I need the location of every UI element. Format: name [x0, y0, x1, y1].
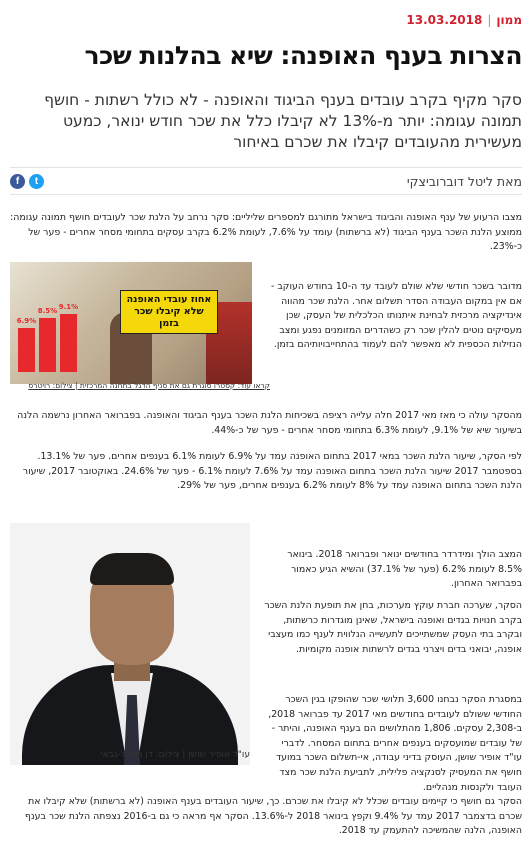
bar-3-label: 9.1% [58, 303, 79, 311]
meta-separator: | [487, 13, 492, 27]
image-banner: אחוז עובדי האופנה שלא קיבלו שכר בזמן [120, 290, 218, 334]
article-paragraph-5: המצב הולך ומידרדר בחודשים ינואר ופברואר 2018. בינואר 8.5% לעומת 6.2% (פער של 37.1%) והשיא הגיע כאמור בפברואר האחרון. [287, 549, 522, 590]
publish-date: 13.03.2018 [406, 13, 483, 27]
bar-2 [37, 307, 58, 372]
bar-1-label: 6.9% [16, 317, 37, 325]
twitter-icon[interactable]: t [29, 174, 44, 189]
facebook-icon[interactable]: f [10, 174, 25, 189]
article-subtitle: סקר מקיף בקרב עובדים בענף הביגוד והאופנה - לא כולל רשתות - חושף תמונה עגומה: יותר מ-13% לא קיבלו כלל את שכר חודש ינואר, כמעט מעשירית מהעובדים קיבלו את שכרם באיחור [44, 91, 522, 151]
photo-caption: עו"ד אופיר שושן | צילום: דן רפאל-נבאי [100, 750, 250, 760]
hair [90, 553, 174, 585]
bar-2-label: 8.5% [37, 307, 58, 315]
article-meta-line [10, 12, 522, 28]
article-paragraph-3: מהסקר עולה כי מאז מאי 2017 חלה עלייה רציפה בשכיחות הלנת השכר בענף הביגוד והאופנה. בפברואר האחרון נרשמה הלנה בשיעור שיא של 9.1%, לעומת 6.3% בתחומי מסחר אחרים - פער של כ-44%. [17, 410, 522, 436]
article-paragraph-1: מצבו הרעוע של ענף האופנה והביגוד בישראל מתורגם למספרים שליליים: סקר נרחב על הלנת שכר לעובדים חושף תמונה עגומה: ממוצע הלנת השכר בענף הביגוד (לא ברשתות) עומד על 7.6%, לעומת 6.2% בקרב עסקים בתחומי מסחר אחרים - פער של כ-23%. [10, 212, 522, 253]
article-paragraph-6: הסקר, שערכה חברת עוקץ מערכות, בחן את תופעת הלנת השכר בקרב חנויות בגדים ואופנה בישראל, שאינן מוגדרות כרשתות, ובקרב בתי העסק שמשתייכים לתעשייה הנלווית לענף כמו מעצבי אופנה, יבואני בדים ויצרני בגדים לרשתות אופנה מקומיות. [264, 600, 522, 655]
lawyer-photo[interactable] [10, 523, 250, 765]
mini-bar-chart [18, 298, 84, 372]
section-label[interactable]: ממון [496, 13, 522, 27]
article-paragraph-7: במסגרת הסקר נבחנו 3,600 תלושי שכר שהופקו בגין השכר החודשי ששולם לעובדים בחודשים מאי 2017 עד פברואר 2018, ב-2,308 עסקים. 1,806 מהתלושים הם בענף האופנה, והיתר - של עובדים שמועסקים בענפים אחרים בתחום המסחר. לדברי עו"ד אופיר שושן, העוסק בדיני עבודה, אי-תשלום השכר במועד חושף את המעסיק לסנקציה פלילית, לתביעת הלנת שכר מצד העובד ולקנסות מנהליים. [268, 694, 522, 793]
article-paragraph-8: הסקר גם חושף כי קיימים עובדים שכלל לא קיבלו את שכרם. כך, שיעור העובדים בענף האופנה (לא ברשתות) שלא קיבלו את שכרם בדצמבר 2017 עמד על 9.4% וקפץ בינואר 2018 ל-13.6%. הסקר אף מראה כי גם ב-2016 נצפתה הלנת שכר בענף האופנה, הלנה שהמשיכה להתעמק עד 2018. [24, 796, 522, 837]
author-bar [10, 167, 522, 195]
article-image-chart[interactable] [10, 262, 252, 384]
article-paragraph-4: לפי הסקר, שיעור הלנת השכר במאי 2017 בתחום האופנה עמד על 6.9% לעומת 6.1% בענפים אחרים. פער של 13.1%. בספטמבר 2017 שיעור הלנת השכר בתחום האופנה עמד על 7.6% לעומת 6.1% - פער של 24.6%. באוקטובר 2017, שיעור הלנת השכר בתחום האופנה עמד על 8% לעומת 6.2% בענפים אחרים, פער של 29%. [22, 451, 522, 492]
image-caption-link[interactable]: קראו עוד: קסטרו סוגרת גם את סניף הדגל בתחנה המרכזית | צילום: רויטרס [28, 381, 270, 390]
share-buttons [10, 174, 44, 189]
article-paragraph-2: מדובר בשכר חודשי שלא שולם לעובד עד ה-10 בחודש העוקב - אם אין במקום העבודה הסדר תשלום אחר. הלנת שכר מהווה אינדיקציה מרכזית לבחינת איתנותו הכלכלית של העסק, שכן מעסיקים נוטים להלין שכר רק כשהדרים המזומנים נפגע ומצב הנזילות הכספית לא מאפשר להם לעמוד בהתחייבויותיהם בזמן. [271, 281, 522, 351]
bar-3 [58, 303, 79, 372]
article-title: הצרות בענף האופנה: שיא בהלנות שכר [84, 41, 522, 70]
author-name[interactable]: מאת ליטל דוברוביצקי [406, 173, 522, 189]
bar-1 [16, 317, 37, 372]
